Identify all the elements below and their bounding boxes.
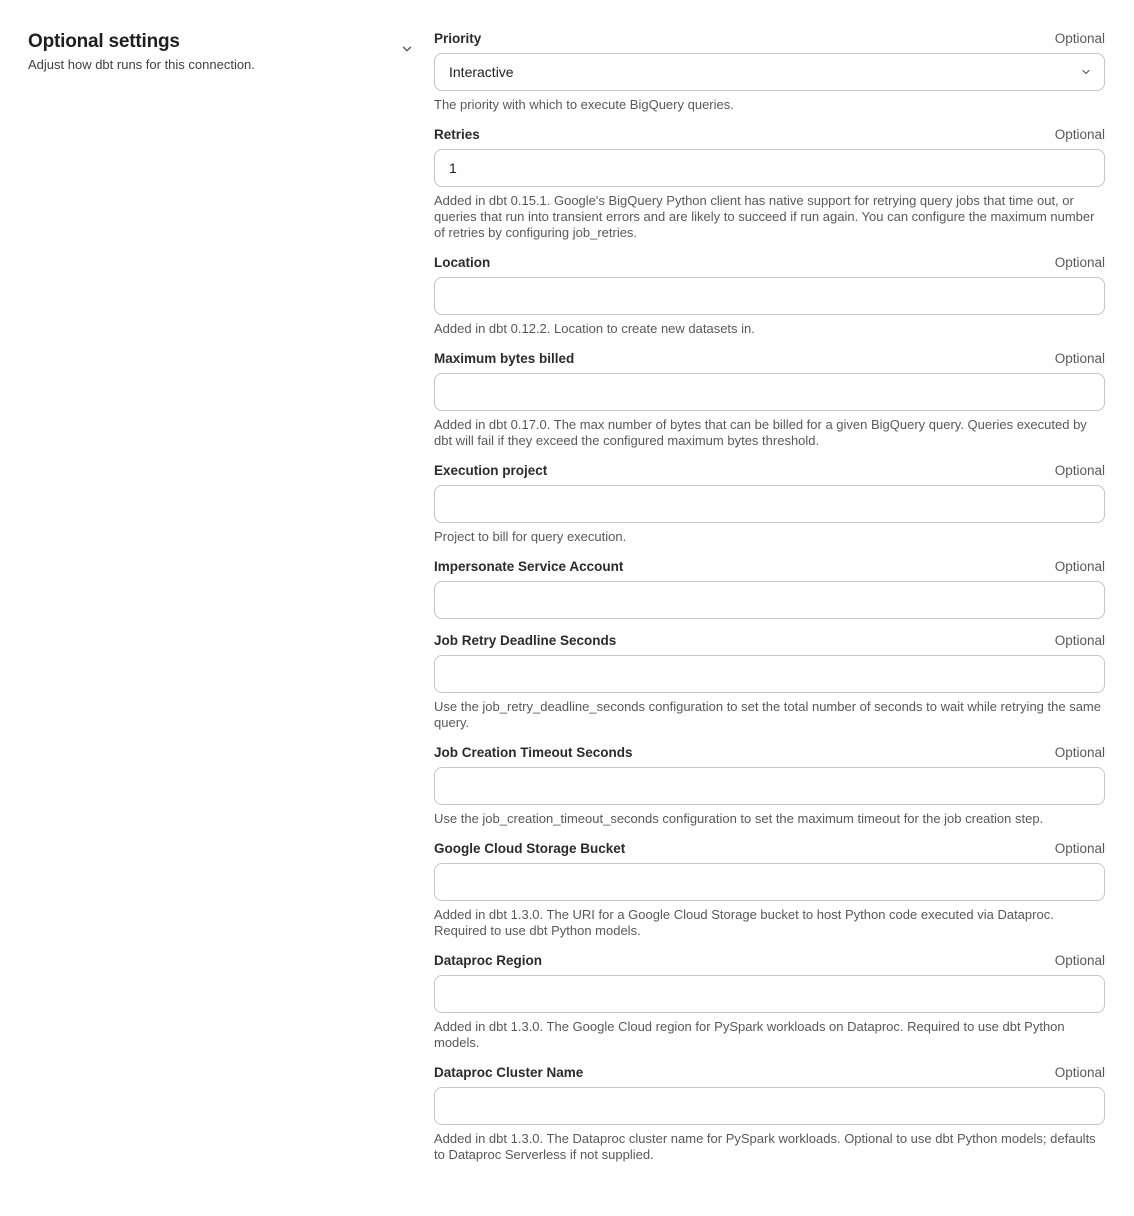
field-label: Execution project [434,463,548,478]
field-row-dataproc-cluster-name [434,1064,1105,1163]
field-help-text: The priority with which to execute BigQuery queries. [434,97,734,112]
field-label: Retries [434,127,480,142]
input-wrap [434,863,1105,901]
input-wrap [434,975,1105,1013]
section-title: Optional settings [28,31,180,52]
input-wrap [434,373,1105,411]
field-row-retries [434,126,1105,241]
optional-badge: Optional [1054,633,1105,648]
optional-badge: Optional [1054,559,1105,574]
field-input[interactable] [434,1087,1105,1125]
input-wrap [434,581,1105,619]
field-label: Dataproc Cluster Name [434,1065,584,1080]
field-row-dataproc-region [434,952,1105,1051]
field-head [434,632,1105,649]
section-header-text [28,30,255,74]
field-row-execution-project [434,462,1105,545]
field-label: Impersonate Service Account [434,559,624,574]
field-input[interactable] [434,581,1105,619]
optional-badge: Optional [1054,351,1105,366]
optional-badge: Optional [1054,31,1105,46]
field-label: Job Retry Deadline Seconds [434,633,617,648]
field-head [434,350,1105,367]
field-help-text: Added in dbt 1.3.0. The URI for a Google Cloud Storage bucket to host Python code executed via Dataproc. Required to use dbt Python models. [434,907,1054,938]
select-wrap [434,53,1105,91]
field-input[interactable] [434,485,1105,523]
field-head [434,952,1105,969]
input-wrap [434,767,1105,805]
field-select[interactable] [434,53,1105,91]
input-wrap [434,1087,1105,1125]
field-label: Priority [434,31,482,46]
optional-badge: Optional [1054,953,1105,968]
field-label: Job Creation Timeout Seconds [434,745,633,760]
field-input[interactable] [434,149,1105,187]
field-head [434,1064,1105,1081]
field-head [434,254,1105,271]
field-row-priority [434,30,1105,113]
optional-badge: Optional [1054,841,1105,856]
section-subtitle: Adjust how dbt runs for this connection. [28,57,255,72]
field-input[interactable] [434,975,1105,1013]
field-help-text: Added in dbt 0.12.2. Location to create new datasets in. [434,321,755,336]
field-help-text: Added in dbt 1.3.0. The Dataproc cluster name for PySpark workloads. Optional to use dbt Python models; defaults to Dataproc Serverless if not supplied. [434,1131,1096,1162]
optional-badge: Optional [1054,255,1105,270]
input-wrap [434,485,1105,523]
section-header [28,30,434,74]
field-row-impersonate-service-account [434,558,1105,619]
optional-badge: Optional [1054,1065,1105,1080]
field-input[interactable] [434,277,1105,315]
field-head [434,558,1105,575]
optional-badge: Optional [1054,745,1105,760]
field-label: Location [434,255,491,270]
field-help-text: Added in dbt 1.3.0. The Google Cloud region for PySpark workloads on Dataproc. Required to use dbt Python models. [434,1019,1065,1050]
field-head [434,126,1105,143]
field-head [434,840,1105,857]
field-head [434,462,1105,479]
field-input[interactable] [434,863,1105,901]
field-row-job-retry-deadline-seconds [434,632,1105,731]
field-help-text: Use the job_retry_deadline_seconds configuration to set the total number of seconds to wait while retrying the same query. [434,699,1101,730]
field-label: Maximum bytes billed [434,351,575,366]
chevron-down-icon [400,44,414,59]
input-wrap [434,655,1105,693]
section-collapse-button[interactable] [396,38,418,60]
field-help-text: Added in dbt 0.17.0. The max number of bytes that can be billed for a given BigQuery query. Queries executed by dbt will fail if they exceed the configured maximum bytes threshold. [434,417,1087,448]
input-wrap [434,149,1105,187]
field-row-job-creation-timeout-seconds [434,744,1105,827]
input-wrap [434,277,1105,315]
fields-container [434,30,1105,1176]
field-input[interactable] [434,655,1105,693]
field-head [434,30,1105,47]
field-help-text: Project to bill for query execution. [434,529,627,544]
field-help-text: Added in dbt 0.15.1. Google's BigQuery Python client has native support for retrying query jobs that time out, or queries that run into transient errors and are likely to succeed if run again. You can configure the maximum number of retries by configuring job_retries. [434,193,1095,240]
field-input[interactable] [434,767,1105,805]
field-row-google-cloud-storage-bucket [434,840,1105,939]
field-row-location [434,254,1105,337]
field-label: Dataproc Region [434,953,543,968]
field-row-maximum-bytes-billed [434,350,1105,449]
optional-badge: Optional [1054,463,1105,478]
field-head [434,744,1105,761]
field-input[interactable] [434,373,1105,411]
field-label: Google Cloud Storage Bucket [434,841,626,856]
optional-badge: Optional [1054,127,1105,142]
field-help-text: Use the job_creation_timeout_seconds configuration to set the maximum timeout for the job creation step. [434,811,1044,826]
